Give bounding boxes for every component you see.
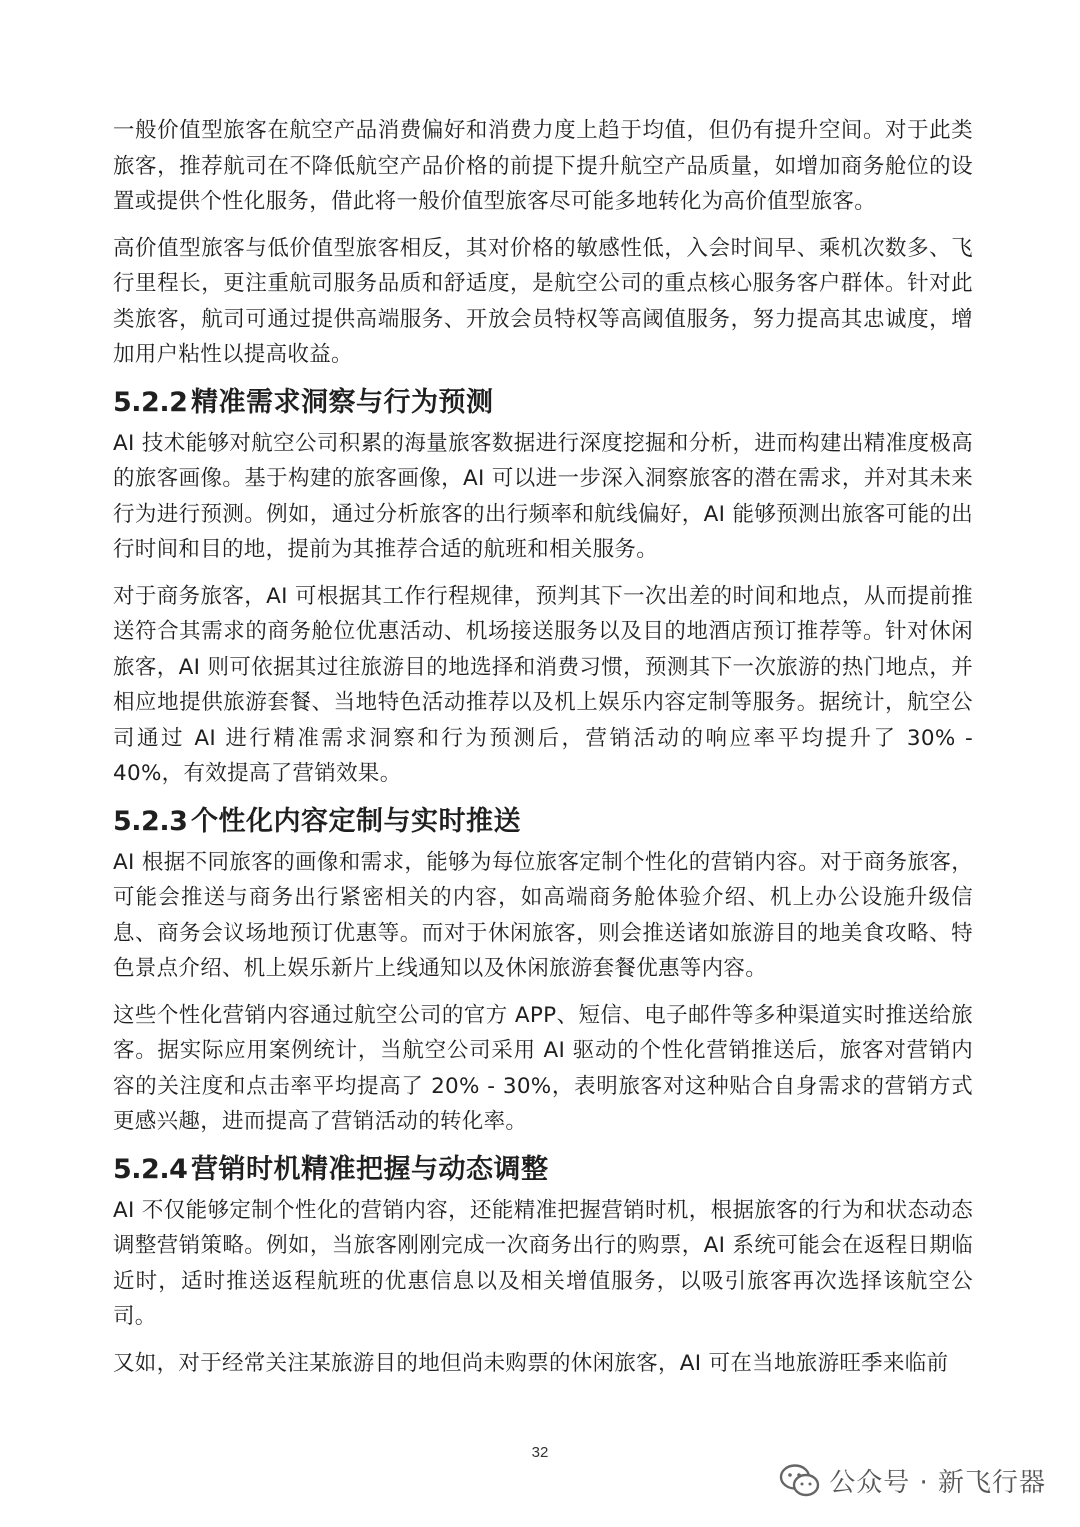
paragraph-general-value: 一般价值型旅客在航空产品消费偏好和消费力度上趋于均值，但仍有提升空间。对于此类旅客，推荐航司在不降低航空产品价格的前提下提升航空产品质量，如增加商务舱位的设置或提供个性化服务，借此将一般价值型旅客尽可能多地转化为高价值型旅客。 — [113, 118, 973, 214]
section-heading-5-2-2 — [113, 384, 973, 422]
watermark — [779, 1462, 1046, 1499]
section-number: 5.2.2 — [113, 386, 188, 418]
paragraph-business-traveler: 对于商务旅客，AI 可根据其工作行程规律，预判其下一次出差的时间和地点，从而提前推送符合其需求的商务舱位优惠活动、机场接送服务以及目的地酒店预订推荐等。针对休闲旅客，AI 则可依据其过往旅游目的地选择和消费习惯，预测其下一次旅游的热门地点，并相应地提供旅游套餐、当地特色活动推荐以及机上娱乐内容定制等服务。据统计，航空公司通过 AI 进行精准需求洞察和行为预测后，营销活动的响应率平均提升了 30% - 40%，有效提高了营销效果。 — [113, 583, 973, 786]
watermark-text: 公众号 · 新飞行器 — [829, 1468, 1046, 1498]
section-heading-5-2-4 — [113, 1151, 973, 1189]
paragraph-ai-insight: AI 技术能够对航空公司积累的海量旅客数据进行深度挖掘和分析，进而构建出精准度极高的旅客画像。基于构建的旅客画像，AI 可以进一步深入洞察旅客的潜在需求，并对其未来行为进行预测。例如，通过分析旅客的出行频率和航线偏好，AI 能够预测出旅客可能的出行时间和目的地，提前为其推荐合适的航班和相关服务。 — [113, 430, 973, 562]
wechat-icon — [779, 1463, 821, 1499]
paragraph-high-value: 高价值型旅客与低价值型旅客相反，其对价格的敏感性低，入会时间早、乘机次数多、飞行里程长，更注重航司服务品质和舒适度，是航空公司的重点核心服务客户群体。针对此类旅客，航司可通过提供高端服务、开放会员特权等高阈值服务，努力提高其忠诚度，增加用户粘性以提高收益。 — [113, 235, 973, 367]
section-number: 5.2.3 — [113, 805, 188, 837]
section-title: 个性化内容定制与实时推送 — [191, 805, 521, 837]
section-heading-5-2-3 — [113, 803, 973, 841]
paragraph-leisure-example: 又如，对于经常关注某旅游目的地但尚未购票的休闲旅客，AI 可在当地旅游旺季来临前 — [113, 1350, 949, 1376]
section-number: 5.2.4 — [113, 1153, 188, 1185]
page-number: 32 — [531, 1444, 549, 1461]
section-title: 营销时机精准把握与动态调整 — [191, 1153, 549, 1185]
paragraph-personalized-content: AI 根据不同旅客的画像和需求，能够为每位旅客定制个性化的营销内容。对于商务旅客，可能会推送与商务出行紧密相关的内容，如高端商务舱体验介绍、机上办公设施升级信息、商务会议场地预订优惠等。而对于休闲旅客，则会推送诸如旅游目的地美食攻略、特色景点介绍、机上娱乐新片上线通知以及休闲旅游套餐优惠等内容。 — [113, 849, 973, 981]
paragraph-push-channels: 这些个性化营销内容通过航空公司的官方 APP、短信、电子邮件等多种渠道实时推送给旅客。据实际应用案例统计，当航空公司采用 AI 驱动的个性化营销推送后，旅客对营销内容的关注度和点击率平均提高了 20% - 30%，表明旅客对这种贴合自身需求的营销方式更感兴趣，进而提高了营销活动的转化率。 — [113, 1002, 973, 1134]
paragraph-marketing-timing: AI 不仅能够定制个性化的营销内容，还能精准把握营销时机，根据旅客的行为和状态动态调整营销策略。例如，当旅客刚刚完成一次商务出行的购票，AI 系统可能会在返程日期临近时，适时推送返程航班的优惠信息以及相关增值服务，以吸引旅客再次选择该航空公司。 — [113, 1197, 973, 1329]
section-title: 精准需求洞察与行为预测 — [191, 386, 494, 418]
document-body — [113, 113, 973, 1392]
